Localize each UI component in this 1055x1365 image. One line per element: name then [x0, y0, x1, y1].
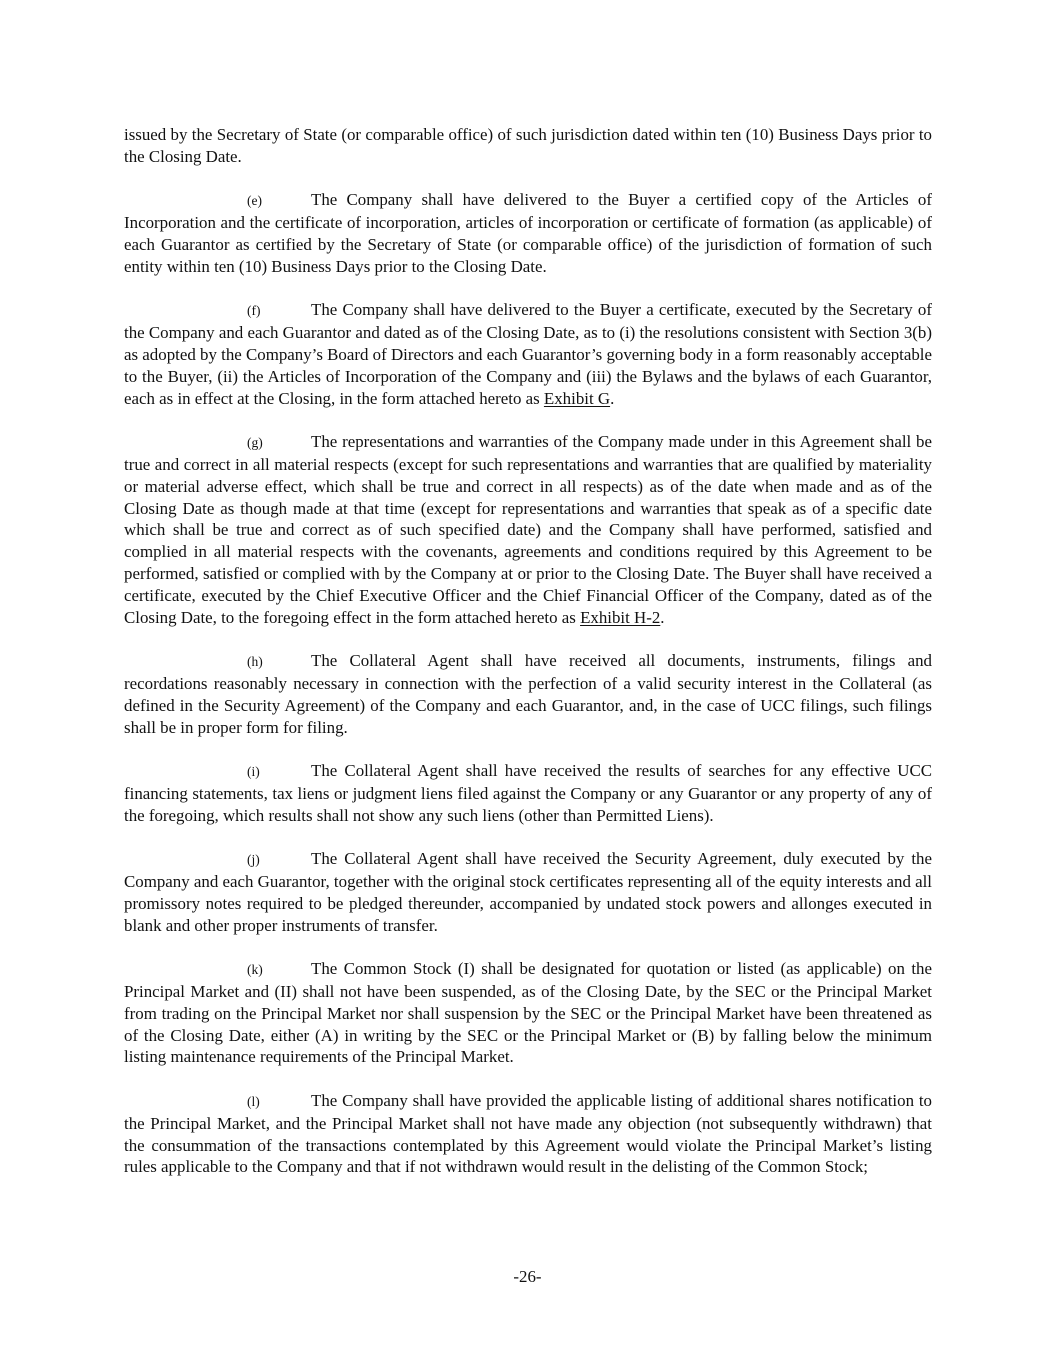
page-number: -26-: [513, 1267, 542, 1286]
continuation-text: issued by the Secretary of State (or comparable office) of such jurisdiction dated within ten (10) Business Days prior to the Closing Date.: [124, 125, 932, 166]
section-j: [124, 848, 932, 936]
section-l: [124, 1090, 932, 1178]
section-e-label: (e): [247, 193, 262, 209]
section-g-tail: .: [660, 607, 665, 627]
section-f-tail: .: [610, 388, 615, 408]
section-j-text: The Collateral Agent shall have received the Security Agreement, duly executed by the Company and each Guarantor, together with the original stock certificates representing all of the equity interests and all promissory notes required to be pledged thereunder, accompanied by undated stock powers and allonges executed in blank and other proper instruments of transfer.: [124, 849, 932, 935]
section-l-label: (l): [247, 1094, 260, 1110]
section-f-text: The Company shall have delivered to the Buyer a certificate, executed by the Secretary of the Company and each Guarantor and dated as of the Closing Date, as to (i) the resolutions consistent with Section 3(b) as adopted by the Company’s Board of Directors and each Guarantor’s governing body in a form reasonably acceptable to the Buyer, (ii) the Articles of Incorporation of the Company and (iii) the Bylaws and the bylaws of each Guarantor, each as in effect at the Closing, in the form attached hereto as: [124, 300, 932, 408]
section-l-text: The Company shall have provided the applicable listing of additional shares notification to the Principal Market, and the Principal Market shall not have made any objection (not subsequently withdrawn) that the consummation of the transactions contemplated by this Agreement would violate the Principal Market’s listing rules applicable to the Company and that if not withdrawn would result in the delisting of the Common Stock;: [124, 1091, 932, 1177]
document-body: [124, 124, 932, 1200]
section-h-text: The Collateral Agent shall have received all documents, instruments, filings and recordations reasonably necessary in connection with the perfection of a valid security interest in the Collateral (as defined in the Security Agreement) of the Company and each Guarantor, and, in the case of UCC filings, such filings shall be in proper form for filing.: [124, 651, 932, 737]
section-g-label: (g): [247, 435, 263, 451]
section-f-label: (f): [247, 303, 261, 319]
continuation-paragraph: [124, 124, 932, 168]
section-g: [124, 431, 932, 628]
section-i-label: (i): [247, 764, 260, 780]
section-j-label: (j): [247, 852, 260, 868]
section-e: [124, 189, 932, 277]
exhibit-g-reference: Exhibit G: [543, 388, 611, 408]
exhibit-h2-reference: Exhibit H-2: [580, 607, 661, 627]
section-h: [124, 650, 932, 738]
section-i: [124, 760, 932, 826]
section-e-text: The Company shall have delivered to the Buyer a certified copy of the Articles of Incorporation and the certificate of incorporation, articles of incorporation or certificate of formation (as applicable) of each Guarantor as certified by the Secretary of State (or comparable office) of the jurisdiction of formation of such entity within ten (10) Business Days prior to the Closing Date.: [124, 190, 932, 276]
section-k-text: The Common Stock (I) shall be designated for quotation or listed (as applicable) on the Principal Market and (II) shall not have been suspended, as of the Closing Date, by the SEC or the Principal Market from trading on the Principal Market nor shall suspension by the SEC or the Principal Market have been threatened as of the Closing Date, either (A) in writing by the SEC or the Principal Market or (B) by falling below the minimum listing maintenance requirements of the Principal Market.: [124, 959, 932, 1067]
section-k: [124, 958, 932, 1068]
section-h-label: (h): [247, 654, 263, 670]
section-f: [124, 299, 932, 409]
section-g-text: The representations and warranties of the Company made under in this Agreement shall be true and correct in all material respects (except for such representations and warranties that are qualified by materiality or material adverse effect, which shall be true and correct in all respects) as of the date when made and as of the Closing Date as though made at that time (except for representations and warranties that speak as of a specific date which shall be true and correct as of such specified date) and the Company shall have performed, satisfied and complied in all material respects with the covenants, agreements and conditions required by this Agreement to be performed, satisfied or complied with by the Company at or prior to the Closing Date. The Buyer shall have received a certificate, executed by the Chief Executive Officer and the Chief Financial Officer of the Company, dated as of the Closing Date, to the foregoing effect in the form attached hereto as: [124, 432, 932, 627]
section-k-label: (k): [247, 962, 263, 978]
section-i-text: The Collateral Agent shall have received the results of searches for any effective UCC financing statements, tax liens or judgment liens filed against the Company or any Guarantor or any property of any of the foregoing, which results shall not show any such liens (other than Permitted Liens).: [124, 761, 932, 825]
